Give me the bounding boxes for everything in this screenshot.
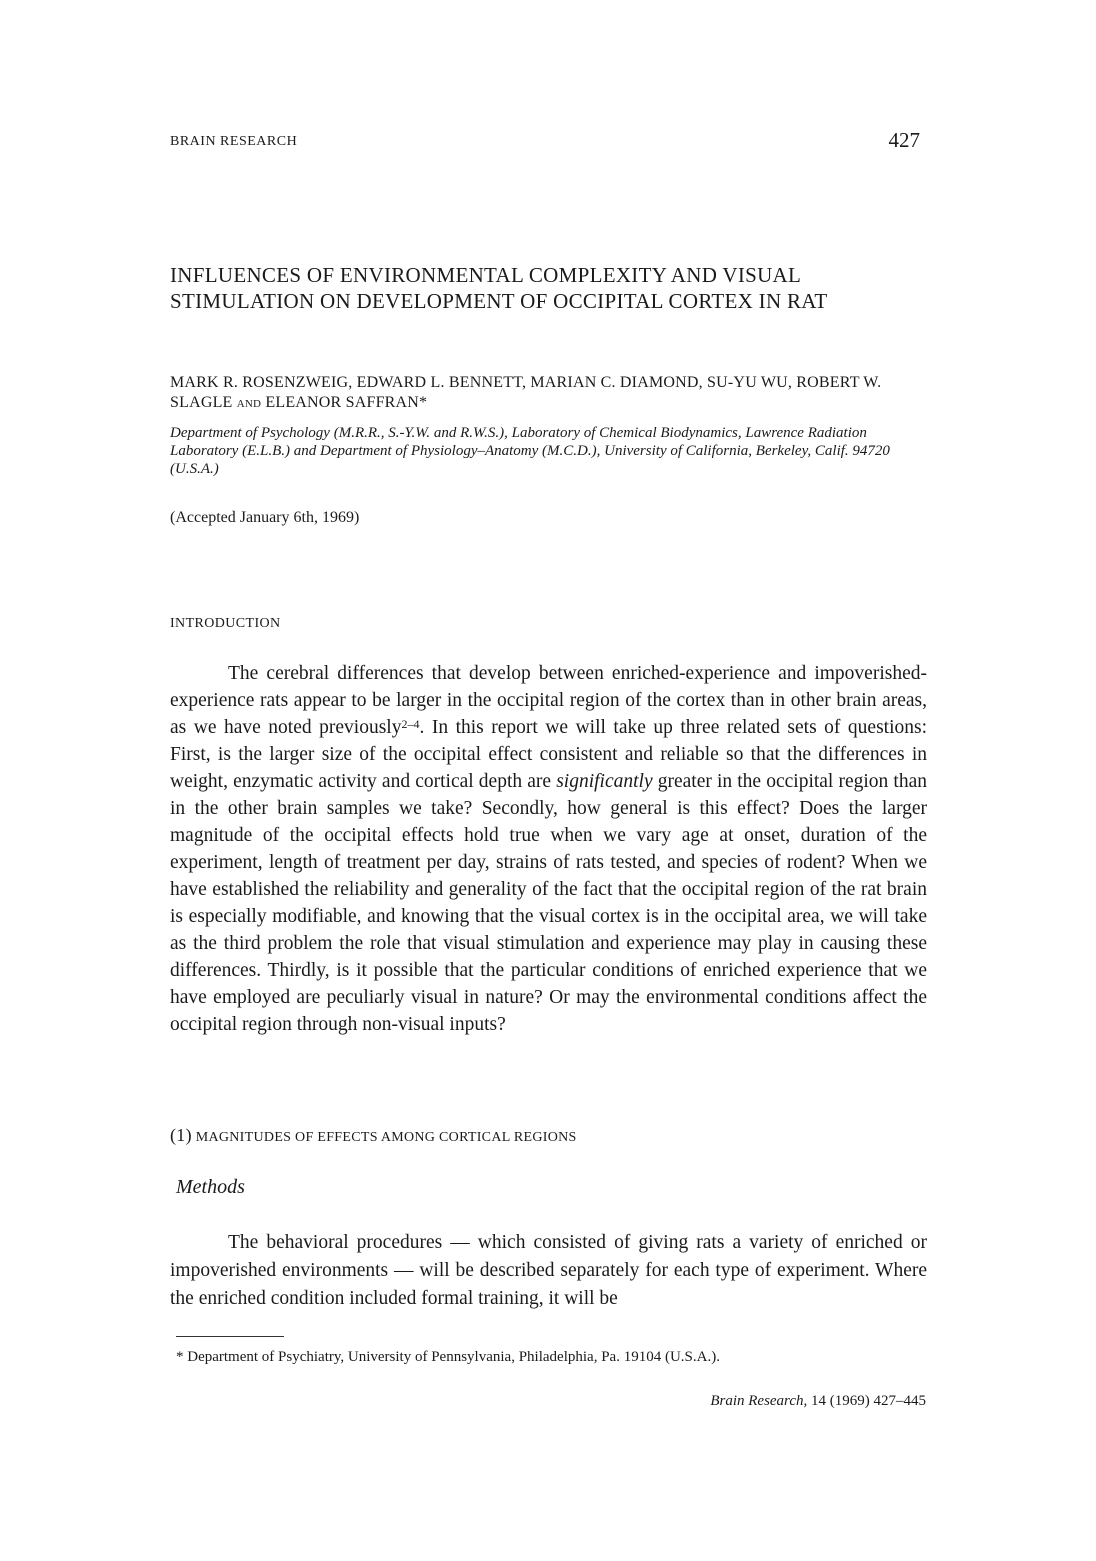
article-title: INFLUENCES OF ENVIRONMENTAL COMPLEXITY AND VISUAL STIMULATION ON DEVELOPMENT OF OCCIPITAL CORTEX IN RAT (170, 263, 828, 313)
methods-paragraph: The behavioral procedures — which consisted of giving rats a variety of enriched or impoverished environments — will be described separately for each type of experiment. Where the enriched condition included formal training, it will be (170, 1232, 927, 1309)
accepted-date: (Accepted January 6th, 1969) (170, 509, 360, 526)
author-list (170, 373, 930, 414)
footnote-rule (176, 1336, 284, 1337)
introduction-paragraph (170, 660, 927, 1038)
running-head: BRAIN RESEARCH (170, 134, 298, 149)
section-number: (1) (170, 1125, 192, 1145)
affiliation: Department of Psychology (M.R.R., S.-Y.W. and R.W.S.), Laboratory of Chemical Biodynamics, Lawrence Radiation Laboratory (E.L.B.) and Department of Physiology–Anatomy (M.C.D.), University of California, Berkeley, Calif. 94720 (U.S.A.) (170, 425, 890, 477)
introduction-heading: INTRODUCTION (170, 616, 281, 631)
authors-and: AND (236, 398, 262, 410)
intro-text-1: The cerebral differences that develop between enriched-experience and impoverished-experience rats appear to be larger in the occipital region of the cortex than in other brain areas, as we have noted previously (170, 663, 927, 738)
page-number: 427 (888, 128, 920, 152)
section-1-heading (170, 1125, 577, 1146)
reference-superscript: 2–4 (401, 717, 420, 731)
introduction-body (170, 660, 927, 1038)
intro-text-2: . In this report we will take up three related sets of questions: First, is the larger size of the occipital effect consistent and reliable so that the differences in weight, enzymatic activity and cortical depth are (170, 717, 927, 792)
authors-part2: ELEANOR SAFFRAN* (265, 394, 428, 411)
journal-name: Brain Research, (710, 1393, 808, 1409)
methods-subheading: Methods (176, 1176, 245, 1198)
journal-details: 14 (1969) 427–445 (811, 1393, 926, 1409)
methods-body (170, 1229, 927, 1313)
emphasis: significantly (556, 771, 653, 792)
intro-text-3: greater in the occipital region than in the other brain samples we take? Secondly, how general is this effect? Does the larger magnitude of the occipital effects hold true when we vary age at onset, duration of the experiment, length of treatment per day, strains of rats tested, and species of rodent? When we have established the reliability and generality of the fact that the occipital region of the rat brain is especially modifiable, and knowing that the visual cortex is in the occipital area, we will take as the third problem the role that visual stimulation and experience may play in causing these differences. Thirdly, is it possible that the particular conditions of enriched experience that we have employed are peculiarly visual in nature? Or may the environmental conditions affect the occipital region through non-visual inputs? (170, 771, 927, 1035)
footnote: * Department of Psychiatry, University of Pennsylvania, Philadelphia, Pa. 19104 (U.S.A.). (176, 1349, 720, 1365)
authors-part1: MARK R. ROSENZWEIG, EDWARD L. BENNETT, MARIAN C. DIAMOND, SU-YU WU, ROBERT W. SLAGLE (170, 374, 882, 411)
section-title: MAGNITUDES OF EFFECTS AMONG CORTICAL REGIONS (195, 1130, 577, 1145)
journal-citation (710, 1393, 926, 1410)
